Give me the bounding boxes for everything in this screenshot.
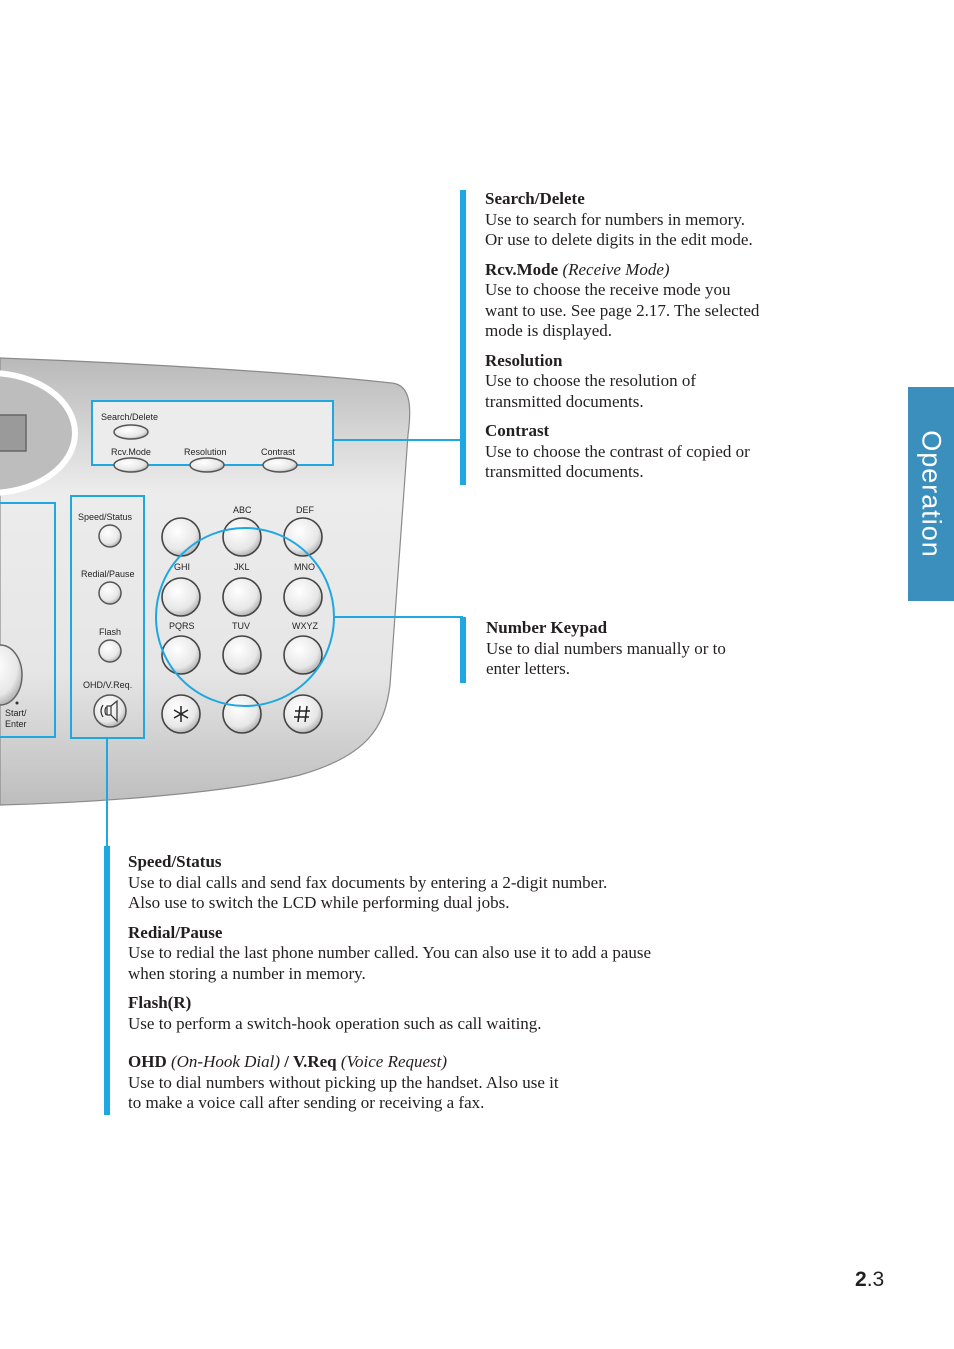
search-delete-button[interactable] — [114, 425, 148, 439]
keypad-key-5[interactable] — [223, 578, 261, 616]
callout-line: when storing a number in memory. — [128, 963, 366, 983]
resolution-button[interactable] — [190, 458, 224, 472]
lcd-screen — [0, 415, 26, 451]
redial-pause-label: Redial/Pause — [81, 569, 135, 579]
redial-pause-button[interactable] — [99, 582, 121, 604]
callout-number-keypad — [486, 618, 806, 680]
callout-separator: / — [284, 1052, 290, 1071]
callout-line: Use to search for numbers in memory. — [485, 209, 745, 229]
callout-flash — [128, 993, 748, 1034]
callout-bottom-group — [128, 852, 748, 1123]
keypad-key-7[interactable] — [162, 636, 200, 674]
keypad-key-6[interactable] — [284, 578, 322, 616]
start-label-1: Start/ — [5, 708, 27, 718]
page-chapter: 2 — [855, 1268, 867, 1291]
callout-ohd — [128, 1052, 748, 1114]
callout-subtitle: (On-Hook Dial) — [170, 1052, 281, 1071]
callout-bar-bottom — [104, 846, 110, 1115]
section-tab — [908, 387, 954, 601]
callout-line: want to use. See page 2.17. The selected — [485, 300, 760, 320]
callout-line: Use to choose the receive mode you — [485, 280, 731, 299]
keypad-letters-wxyz: WXYZ — [292, 621, 318, 631]
contrast-label: Contrast — [261, 447, 296, 457]
callout-line: Use to dial calls and send fax documents by entering a 2-digit number. — [128, 872, 608, 892]
resolution-label: Resolution — [184, 447, 227, 457]
callout-search-delete — [485, 189, 805, 251]
rcv-mode-label: Rcv.Mode — [111, 447, 151, 457]
section-tab-label: Operation — [916, 430, 947, 558]
keypad-letters-ghi: GHI — [174, 562, 191, 572]
callout-redial-pause — [128, 923, 748, 985]
flash-button[interactable] — [99, 640, 121, 662]
callout-title: Rcv.Mode — [485, 259, 559, 279]
callout-title: Speed/Status — [128, 852, 222, 871]
keypad-key-4[interactable] — [162, 578, 200, 616]
callout-title: Number Keypad — [486, 618, 608, 637]
callout-line: Use to choose the contrast of copied or — [485, 441, 750, 461]
ohd-button[interactable] — [94, 695, 126, 727]
callout-title: Contrast — [485, 421, 550, 440]
callout-bar-top — [460, 190, 466, 485]
callout-line: to make a voice call after sending or receiving a fax. — [128, 1093, 485, 1112]
callout-line: Use to dial numbers without picking up the handset. Also use it — [128, 1072, 559, 1092]
keypad-letters-tuv: TUV — [232, 621, 250, 631]
callout-line: transmitted documents. — [485, 462, 644, 481]
callout-title: Redial/Pause — [128, 922, 223, 942]
ohd-label: OHD/V.Req. — [83, 680, 133, 690]
callout-title: Flash(R) — [128, 993, 192, 1012]
callout-top-group — [485, 189, 805, 492]
keypad-key-hash[interactable] — [284, 695, 322, 733]
rcv-mode-button[interactable] — [114, 458, 148, 472]
callout-contrast — [485, 421, 805, 483]
keypad-letters-def: DEF — [296, 505, 314, 515]
callout-line: Use to redial the last phone number called. You can also use it to add a pause — [128, 943, 652, 962]
callout-line: enter letters. — [486, 659, 571, 678]
speed-status-button[interactable] — [99, 525, 121, 547]
keypad-letters-jkl: JKL — [234, 562, 250, 572]
flash-label: Flash — [99, 627, 122, 637]
search-delete-label: Search/Delete — [101, 412, 159, 422]
start-label-2: Enter — [5, 719, 27, 729]
callout-resolution — [485, 351, 805, 413]
callout-line: Use to perform a switch-hook operation such as call waiting. — [128, 1013, 542, 1033]
keypad-key-2[interactable] — [223, 518, 261, 556]
callout-line: Use to dial numbers manually or to — [486, 638, 726, 658]
keypad-key-0[interactable] — [223, 695, 261, 733]
callout-subtitle: (Receive Mode) — [562, 259, 670, 279]
callout-line: Also use to switch the LCD while performing dual jobs. — [128, 893, 510, 912]
callout-rcv-mode — [485, 260, 805, 342]
keypad-letters-mno: MNO — [294, 562, 315, 572]
callout-title: OHD — [128, 1052, 167, 1071]
keypad-key-8[interactable] — [223, 636, 261, 674]
callout-line: transmitted documents. — [485, 391, 644, 411]
callout-speed-status — [128, 852, 748, 914]
contrast-button[interactable] — [263, 458, 297, 472]
keypad-letters-abc: ABC — [233, 505, 252, 515]
page-number — [855, 1268, 884, 1292]
speed-status-label: Speed/Status — [78, 512, 133, 522]
callout-line: mode is displayed. — [485, 321, 613, 340]
callout-title: V.Req — [292, 1052, 337, 1071]
callout-title: Search/Delete — [485, 189, 585, 208]
callout-bar-keypad — [460, 617, 466, 683]
keypad-key-9[interactable] — [284, 636, 322, 674]
callout-line: Use to choose the resolution of — [485, 371, 697, 390]
keypad-letters-pqrs: PQRS — [169, 621, 195, 631]
callout-subtitle: (Voice Request) — [340, 1052, 448, 1071]
keypad-key-1[interactable] — [162, 518, 200, 556]
callout-title: Resolution — [485, 350, 563, 370]
callout-line: Or use to delete digits in the edit mode. — [485, 230, 753, 249]
page-index: .3 — [866, 1268, 885, 1291]
fax-control-panel-illustration — [0, 355, 420, 810]
